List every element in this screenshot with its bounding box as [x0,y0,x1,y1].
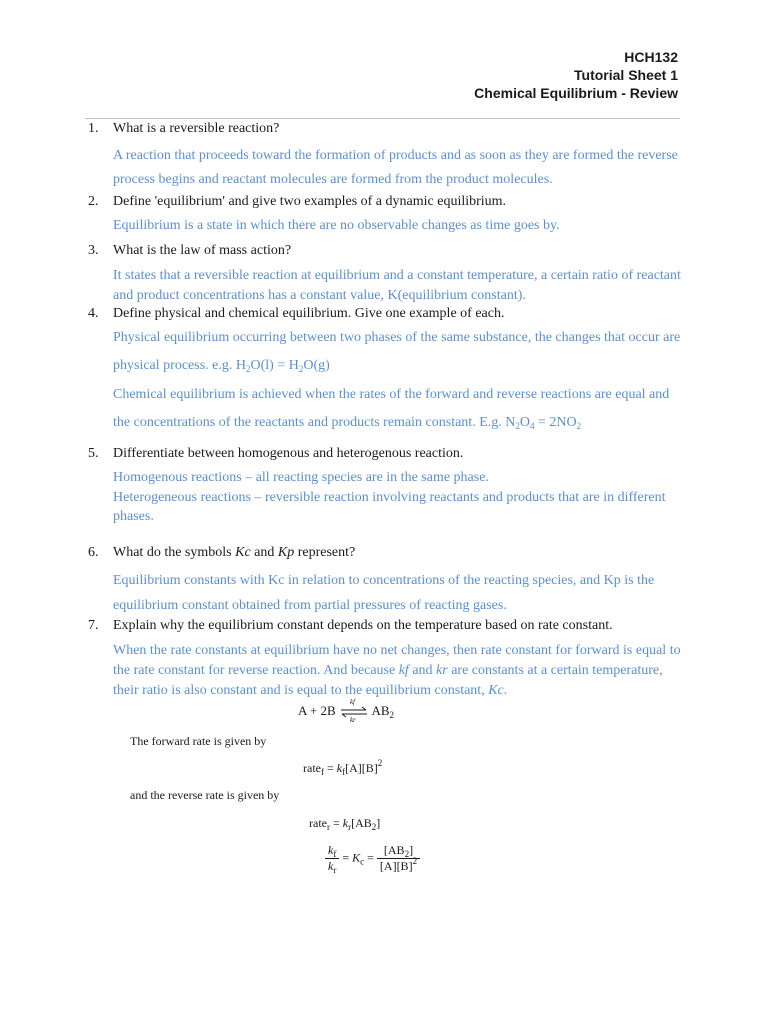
question-number: 6. [88,545,99,560]
question-5 [88,445,463,463]
answer-line: It states that a reversible reaction at equilibrium and a constant temperature, a certain ratio of reactant [113,268,681,283]
question-text: Explain why the equilibrium constant depends on the temperature based on rate constant. [113,618,613,633]
question-6 [88,544,355,562]
answer-7 [113,641,683,701]
answer-line: the concentrations of the reactants and products remain constant. E.g. [113,415,502,430]
answer-line: process begins and reactant molecules are formed from the product molecules. [113,172,553,187]
sheet-label: Tutorial Sheet 1 [574,67,678,83]
answer-line: the rate constant for reverse reaction. And because kf and kr are constants at a certain temperature, [113,663,663,678]
question-4 [88,305,504,323]
h2o-equation: $H_2O(l) = H_2O(g)$ [235,358,330,374]
answer-1 [113,144,683,192]
equilibrium-constant-equation: $\frac{k_f}{k_r}$ = $K_c$ = $\frac{[AB_2]}{[A][B]^2}$ [325,843,420,874]
kr-label: kr [349,716,356,724]
reaction-lhs: A + 2B [298,702,336,718]
answer-4a-line-1: Physical equilibrium occurring between two phases of the same substance, the changes that occur are [113,330,681,345]
reverse-rate-equation: rate$_r$ = $k_r[AB_2]$ [309,816,381,832]
answer-line: A reaction that proceeds toward the formation of products and as soon as they are formed the reverse [113,148,678,163]
answer-line: and product concentrations has a constant value, K(equilibrium constant). [113,288,526,303]
kf-over-kr: $\frac{k_f}{k_r}$ [325,843,339,874]
answer-5 [113,468,683,527]
question-3 [88,242,291,260]
question-text: What is the law of mass action? [113,243,292,258]
question-7 [88,617,613,635]
answer-4a-line-2 [113,357,330,375]
kf-label: kf [349,698,355,706]
question-2 [88,193,506,211]
question-number: 4. [88,306,99,321]
equilibrium-arrows [339,698,369,724]
question-number: 5. [88,446,99,461]
answer-line: their ratio is also constant and is equal to the equilibrium constant, Kc. [113,683,508,698]
reverse-rate-text: and the reverse rate is given by [130,788,280,802]
answer-line: Heterogeneous reactions – reversible reaction involving reactants and products that are in different [113,489,666,505]
answer-line: Homogenous reactions – all reacting species are in the same phase. [113,470,489,485]
answer-line: physical process. e.g. [113,358,233,373]
reaction-equation: A + 2B kf kr $AB_2$ [298,698,395,724]
question-text: What do the symbols [113,545,236,560]
kp-symbol: Kp [277,545,295,560]
answer-4b-line-1: Chemical equilibrium is achieved when the rates of the forward and reverse reactions are equal and [113,387,670,402]
forward-rate-text: The forward rate is given by [130,734,267,748]
answer-2 [113,217,683,235]
question-text: What is a reversible reaction? [113,121,280,136]
answer-6 [113,568,683,618]
forward-rate-equation: rate$_f$ = $k_f[A][B]^2$ [303,758,383,777]
header-divider [85,118,680,119]
n2o4-equation: $N_2O_4 = 2NO_2$ [505,415,582,431]
answer-line: Equilibrium is a state in which there are no observable changes as time goes by. [113,218,560,233]
answer-line: When the rate constants at equilibrium have no net changes, then rate constant for forward is equal to [113,643,681,658]
question-1 [88,120,279,138]
reaction-rhs: AB [371,702,390,718]
question-text: and [250,545,278,560]
concentration-ratio: $\frac{[AB_2]}{[A][B]^2}$ [377,843,420,874]
course-code: HCH132 [624,49,678,65]
question-number: 2. [88,194,99,209]
sheet-title: Chemical Equilibrium - Review [474,85,678,101]
question-text: Differentiate between homogenous and heterogenous reaction. [113,446,464,461]
question-text: represent? [294,545,356,560]
answer-line: Equilibrium constants with Kc in relation to concentrations of the reacting species, and Kp is the [113,573,655,588]
question-text: Define physical and chemical equilibrium. Give one example of each. [113,306,505,321]
answer-line: equilibrium constant obtained from partial pressures of reacting gases. [113,598,507,613]
question-number: 3. [88,243,99,258]
question-number: 1. [88,121,99,136]
answer-line: phases. [113,509,154,524]
kc-symbol: Kc [235,545,251,560]
answer-4b-line-2 [113,414,581,432]
question-text: Define 'equilibrium' and give two examples of a dynamic equilibrium. [113,194,507,209]
page-header [474,48,678,102]
answer-3 [113,266,683,306]
question-number: 7. [88,618,99,633]
